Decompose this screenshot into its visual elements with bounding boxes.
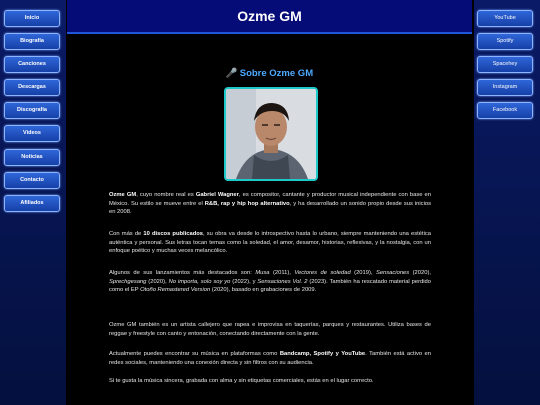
bio-p3-text: (2020), <box>409 270 431 276</box>
page-title: Ozme GM <box>237 8 302 24</box>
left-sidebar <box>0 0 66 405</box>
album-title: Sensaciones Vol. 2 <box>257 278 308 285</box>
bio-paragraph-1 <box>109 191 431 217</box>
bio-p2-text: , su obra va desde lo introspectivo hasta lo urbano, siempre manteniendo una estética auténtica y personal. Sus letras tocan temas como la soledad, el amor, desamor, historias, reflexivas, y la nostalgia, con un enfoque poético y muchas veces melancólico. <box>109 231 431 255</box>
bio-p3-text: Algunos de sus lanzamientos más destacados son: <box>109 270 256 276</box>
bio-p3-text: (2020), basado en grabaciones de 2009. <box>210 287 317 294</box>
bio-p1-realname: Gabriel Wagner <box>195 192 239 198</box>
section-title <box>67 68 472 79</box>
microphone-icon: 🎤 <box>225 68 238 79</box>
bio-paragraph-6 <box>109 377 431 386</box>
bio-p2-highlight: 10 discos publicados <box>143 231 204 237</box>
bio-p1-text: , cuyo nombre real es <box>136 192 196 198</box>
bio-p5-text: . También está activo en redes sociales, manteniendo una conexión directa y sin filtros con su audiencia. <box>109 351 431 366</box>
bio-p5-platforms: Bandcamp, Spotify y YouTube <box>279 351 366 357</box>
nav-noticias-button[interactable]: Noticias <box>4 149 60 166</box>
right-sidebar <box>474 0 540 405</box>
bio-p6-text: Si te gusta la música sincera, grabada con alma y sin etiquetas comerciales, estás en el lugar correcto. <box>109 378 374 384</box>
album-title: Otoño Remastered Version <box>140 287 211 294</box>
album-title: Sensaciones <box>375 270 410 276</box>
bio-p3-text: (2022), y <box>230 278 258 285</box>
bio-p1-genres: R&B, rap y hip hop alternativo <box>204 200 290 207</box>
bio-p3-text: (2023). También ha rescatado material perdido como el EP <box>109 278 431 294</box>
bio-p3-text: (2019), <box>350 270 376 276</box>
nav-biografia-button[interactable]: Biografía <box>4 33 60 50</box>
bio-p3-text: (2011), <box>269 270 295 276</box>
album-title: No importa, solo soy yo <box>168 278 231 285</box>
nav-afiliados-button[interactable]: Afiliados <box>4 195 60 212</box>
album-title: Sprechgesang <box>109 278 147 285</box>
bio-p2-text: Con más de <box>109 231 144 237</box>
album-title: Vectores de soledad <box>294 270 351 276</box>
bio-p4-text: Ozme GM también es un artista callejero que rapea e improvisa en taquerías, parques y restaurantes. Utiliza bases de reggae y freestyle con canto y entonación, conectando directamente con la gente. <box>109 322 431 337</box>
social-instagram-button[interactable]: Instagram <box>477 79 533 96</box>
bio-paragraph-2 <box>109 230 431 256</box>
nav-videos-button[interactable]: Videos <box>4 125 60 142</box>
nav-contacto-button[interactable]: Contacto <box>4 172 60 189</box>
section-title-text: Sobre Ozme GM <box>239 68 314 79</box>
main-content <box>67 34 472 405</box>
bio-p1-text: , y ha desarrollado un sonido propio desde sus inicios en 2008. <box>109 200 431 216</box>
social-spotify-button[interactable]: Spotify <box>477 33 533 50</box>
bio-p5-text: Actualmente puedes encontrar su música en plataformas como <box>109 351 280 357</box>
bio-p1-name: Ozme GM <box>109 192 137 198</box>
artist-photo-image <box>226 89 316 179</box>
bio-paragraph-4 <box>109 321 431 338</box>
social-facebook-button[interactable]: Facebook <box>477 102 533 119</box>
album-title: Musa <box>255 270 270 276</box>
page-header <box>67 0 472 34</box>
nav-canciones-button[interactable]: Canciones <box>4 56 60 73</box>
nav-descargas-button[interactable]: Descargas <box>4 79 60 96</box>
artist-photo <box>224 87 318 181</box>
bio-p3-text: (2020), <box>146 278 169 285</box>
social-youtube-button[interactable]: YouTube <box>477 10 533 27</box>
nav-discografia-button[interactable]: Discografía <box>4 102 60 119</box>
bio-paragraph-5 <box>109 350 431 367</box>
bio-p1-text: , es compositor, cantante y productor musical independiente con base en México. Su estilo se mueve entre el <box>109 192 432 207</box>
social-spacehey-button[interactable]: Spacehey <box>477 56 533 73</box>
bio-paragraph-3 <box>109 269 431 295</box>
nav-inicio-button[interactable]: Inicio <box>4 10 60 27</box>
